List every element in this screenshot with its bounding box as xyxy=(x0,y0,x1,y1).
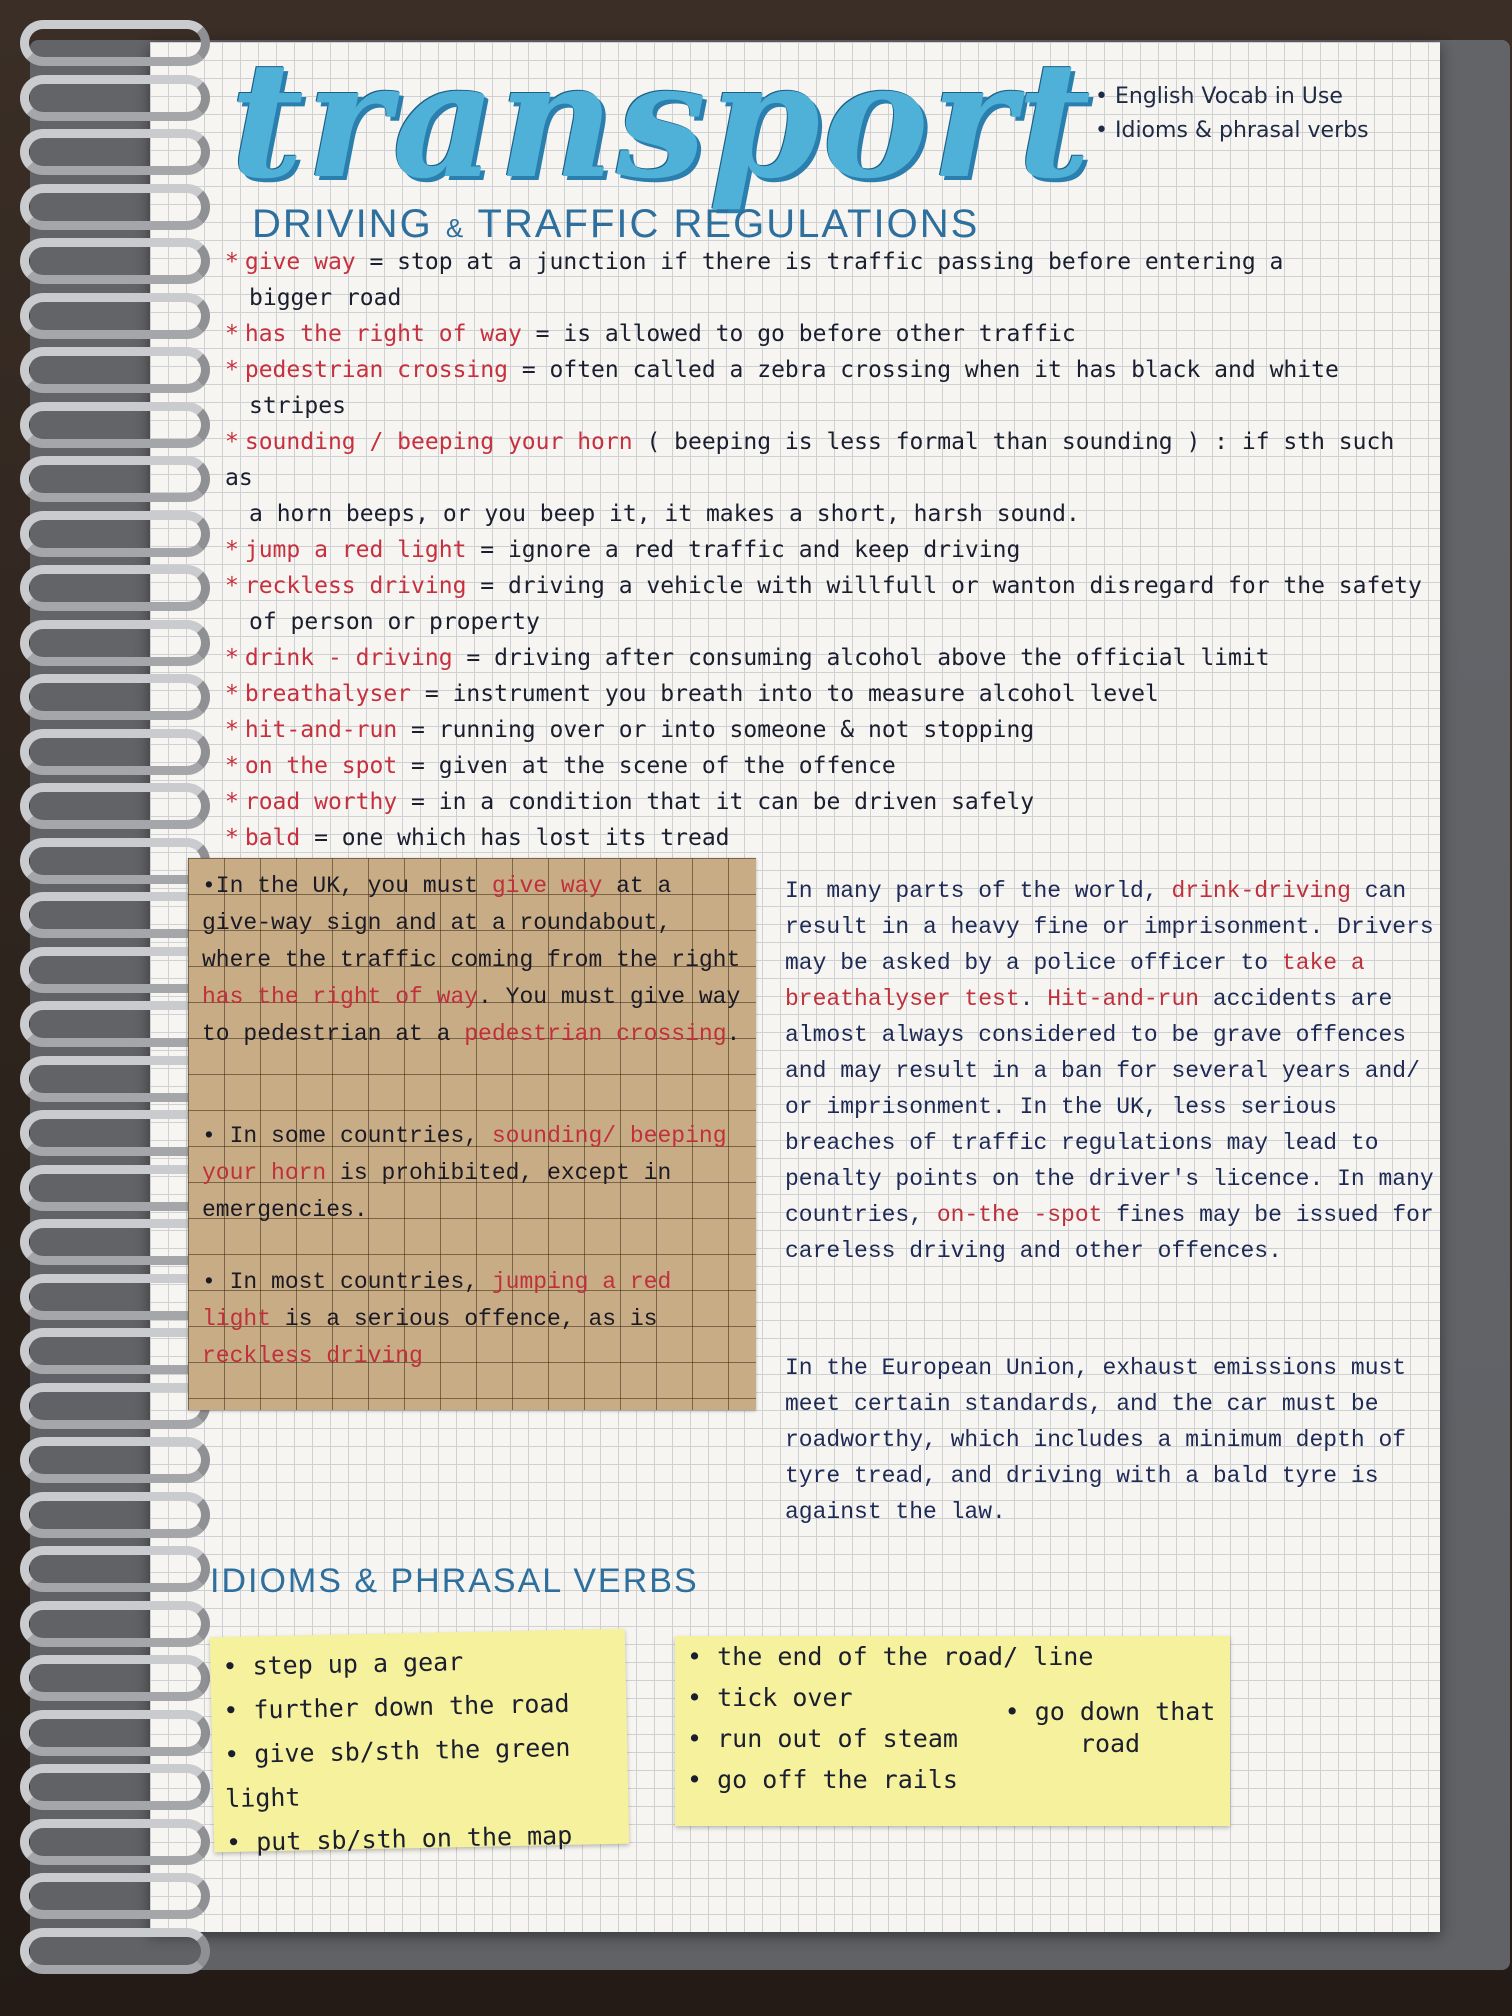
bullet-star-icon: * xyxy=(225,645,239,671)
kraft-note-card xyxy=(188,858,756,1410)
text-segment: is prohibited, except in emergencies. xyxy=(202,1160,672,1223)
text-segment: . xyxy=(1019,986,1048,1012)
idiom-item: • tick over xyxy=(687,1677,1093,1718)
text-segment: can result in a heavy fine or imprisonment. Drivers may be asked by a police officer to xyxy=(785,878,1434,976)
vocab-item xyxy=(225,352,1425,388)
binder-ring xyxy=(20,1383,210,1429)
vocab-item xyxy=(225,244,1425,280)
vocab-definition: = ignore a red traffic and keep driving xyxy=(466,537,1021,563)
vocab-item xyxy=(225,784,1425,820)
binder-ring xyxy=(20,1492,210,1538)
vocab-term: hit-and-run xyxy=(244,717,398,743)
highlight-term: on-the -spot xyxy=(936,1202,1103,1228)
highlight-term: sounding/ beeping your horn xyxy=(202,1123,727,1186)
bullet-star-icon: * xyxy=(225,573,239,599)
vocab-definition-cont: of person or property xyxy=(249,609,540,635)
vocab-term: drink - driving xyxy=(244,645,453,671)
vocab-item xyxy=(225,424,1425,496)
binder-ring xyxy=(20,184,210,230)
sticky-note-1 xyxy=(210,1629,629,1857)
text-segment: accidents are almost always considered to be grave offences and may result in a ban for several years and/ or imprisonment. In the UK, less serious breaches of traffic regulations may lead to penalty points on the driver's licence. In many countries, xyxy=(785,986,1434,1228)
vocab-definition-cont: a horn beeps, or you beep it, it makes a short, harsh sound. xyxy=(249,501,1080,527)
idiom-item: • run out of steam xyxy=(687,1718,1093,1759)
binder-ring xyxy=(20,1165,210,1211)
vocab-item xyxy=(225,748,1425,784)
binder-ring xyxy=(20,129,210,175)
binder-ring xyxy=(20,456,210,502)
binder-ring xyxy=(20,1873,210,1919)
binder-ring xyxy=(20,1274,210,1320)
vocab-definition: = instrument you breath into to measure alcohol level xyxy=(411,681,1159,707)
vocab-definition-cont: stripes xyxy=(249,393,346,419)
page-title: transport xyxy=(230,26,1094,214)
vocab-definition: ( beeping is less formal than sounding ) : if sth such as xyxy=(225,429,1395,491)
vocab-item xyxy=(225,316,1425,352)
text-segment: In the European Union, exhaust emissions must meet certain standards, and the car must be roadworthy, which includes a minimum depth of tyre tread, and driving with a bald tyre is against the law. xyxy=(785,1355,1407,1525)
vocab-definition: = stop at a junction if there is traffic passing before entering a xyxy=(355,249,1284,275)
idiom-list-1 xyxy=(222,1637,630,1865)
binder-ring xyxy=(20,892,210,938)
highlight-term: reckless driving xyxy=(202,1343,423,1369)
vocab-item xyxy=(225,712,1425,748)
vocab-definition-cont: bigger road xyxy=(249,285,402,311)
source-item: • English Vocab in Use xyxy=(1095,80,1369,114)
binder-ring xyxy=(20,1328,210,1374)
vocab-term: has the right of way xyxy=(244,321,522,347)
text-segment: • In most countries, xyxy=(202,1269,492,1295)
binder-ring xyxy=(20,1056,210,1102)
section-heading-idioms: IDIOMS & PHRASAL VERBS xyxy=(210,1562,699,1600)
idiom-item: • the end of the road/ line xyxy=(687,1636,1093,1677)
heading-amp: & xyxy=(445,213,466,243)
vocab-term: road worthy xyxy=(244,789,398,815)
binder-ring xyxy=(20,1764,210,1810)
vocab-item xyxy=(225,532,1425,568)
vocab-term: breathalyser xyxy=(244,681,412,707)
binder-ring xyxy=(20,347,210,393)
idiom-item: • further down the road xyxy=(223,1681,627,1733)
vocab-definition: = driving after consuming alcohol above the official limit xyxy=(452,645,1270,671)
highlight-term: pedestrian crossing xyxy=(464,1021,727,1047)
vocab-definition: = driving a vehicle with willfull or wanton disregard for the safety xyxy=(466,573,1422,599)
binder-ring xyxy=(20,1001,210,1047)
binder-ring xyxy=(20,75,210,121)
idiom-list-side xyxy=(995,1696,1225,1760)
binder-ring xyxy=(20,783,210,829)
bullet-star-icon: * xyxy=(225,429,239,455)
bullet-star-icon: * xyxy=(225,825,239,851)
binder-ring xyxy=(20,1928,210,1974)
idiom-item: • go off the rails xyxy=(687,1759,1093,1800)
vocab-term: pedestrian crossing xyxy=(244,357,508,383)
binder-ring xyxy=(20,402,210,448)
section-heading-driving xyxy=(252,202,979,247)
vocab-term: jump a red light xyxy=(244,537,467,563)
bullet-star-icon: * xyxy=(225,537,239,563)
bullet-star-icon: * xyxy=(225,321,239,347)
vocab-term: on the spot xyxy=(244,753,398,779)
binder-ring xyxy=(20,947,210,993)
kraft-paragraph-2 xyxy=(202,1118,742,1229)
vocab-definition: = is allowed to go before other traffic xyxy=(521,321,1076,347)
heading-part: DRIVING xyxy=(252,202,433,246)
vocab-item xyxy=(225,568,1425,604)
binder-ring xyxy=(20,511,210,557)
vocab-term: sounding / beeping your horn xyxy=(244,429,633,455)
bullet-star-icon: * xyxy=(225,753,239,779)
binder-ring xyxy=(20,1110,210,1156)
vocab-term: bald xyxy=(244,825,301,851)
binder-ring xyxy=(20,1437,210,1483)
text-segment: •In the UK, you must xyxy=(202,873,492,899)
vocab-definition: = running over or into someone & not stopping xyxy=(397,717,1035,743)
binder-ring xyxy=(20,1710,210,1756)
vocab-term: reckless driving xyxy=(244,573,467,599)
text-segment: is a serious offence, as is xyxy=(271,1306,658,1332)
highlight-term: drink-driving xyxy=(1171,878,1351,904)
idiom-item: • step up a gear xyxy=(222,1637,626,1689)
binder-ring xyxy=(20,293,210,339)
vocab-item xyxy=(225,640,1425,676)
highlight-term: jumping a red light xyxy=(202,1269,672,1332)
kraft-paragraph-3 xyxy=(202,1264,742,1375)
vocab-item xyxy=(225,676,1425,712)
binder-ring xyxy=(20,20,210,66)
text-segment: at a give-way sign and at a roundabout, where the traffic coming from the right xyxy=(202,873,741,973)
binder-ring xyxy=(20,238,210,284)
bullet-star-icon: * xyxy=(225,789,239,815)
text-segment: . You must give way to pedestrian at a xyxy=(202,984,741,1047)
text-segment: • In some countries, xyxy=(202,1123,492,1149)
bullet-star-icon: * xyxy=(225,249,239,275)
vocab-list xyxy=(225,244,1425,856)
source-item: • Idioms & phrasal verbs xyxy=(1095,114,1369,148)
binder-ring xyxy=(20,1219,210,1265)
binder-ring xyxy=(20,674,210,720)
sticky-note-2 xyxy=(675,1636,1230,1826)
binder-ring xyxy=(20,729,210,775)
binder-ring xyxy=(20,838,210,884)
paragraph-drink-driving xyxy=(785,873,1435,1269)
vocab-item xyxy=(225,820,1425,856)
text-segment: fines may be issued for careless driving and other offences. xyxy=(785,1202,1434,1264)
binder-ring xyxy=(20,1655,210,1701)
highlight-term: has the right of way xyxy=(202,984,479,1010)
bullet-star-icon: * xyxy=(225,357,239,383)
bullet-star-icon: * xyxy=(225,717,239,743)
idiom-item: • go down that road xyxy=(995,1696,1225,1760)
text-segment: In many parts of the world, xyxy=(785,878,1172,904)
vocab-definition: = given at the scene of the offence xyxy=(397,753,896,779)
highlight-term: Hit-and-run xyxy=(1047,986,1200,1012)
kraft-paragraph-1 xyxy=(202,868,742,1053)
vocab-definition: = in a condition that it can be driven safely xyxy=(397,789,1035,815)
vocab-definition: = often called a zebra crossing when it has black and white xyxy=(507,357,1339,383)
highlight-term: take a breathalyser test xyxy=(785,950,1365,1012)
idiom-item: • give sb/sth the green light xyxy=(224,1725,629,1821)
source-list xyxy=(1095,80,1369,148)
vocab-term: give way xyxy=(244,249,356,275)
binder-ring xyxy=(20,1819,210,1865)
text-segment: . xyxy=(726,1021,741,1047)
binder-ring xyxy=(20,1601,210,1647)
bullet-star-icon: * xyxy=(225,681,239,707)
heading-part: TRAFFIC REGULATIONS xyxy=(477,202,980,246)
highlight-term: give way xyxy=(491,873,603,899)
binder-ring xyxy=(20,565,210,611)
idiom-item: • put sb/sth on the map xyxy=(226,1813,630,1865)
paragraph-eu xyxy=(785,1350,1435,1530)
vocab-definition: = one which has lost its tread xyxy=(300,825,730,851)
binder-ring xyxy=(20,1546,210,1592)
binder-ring xyxy=(20,620,210,666)
